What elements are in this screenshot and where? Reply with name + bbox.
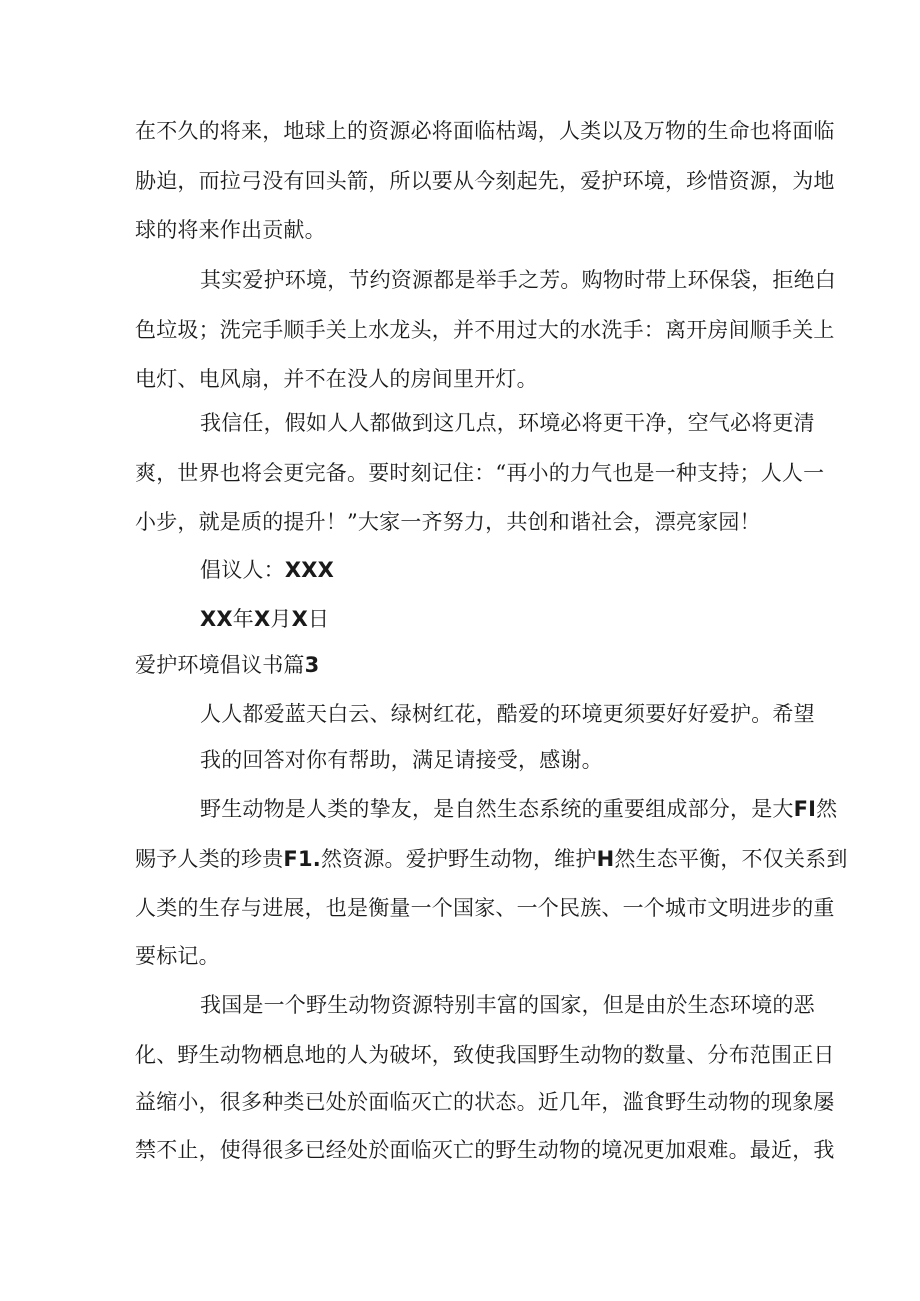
date-day-unit: 日 [308, 607, 330, 631]
paragraph-3-line-2: 爽，世界也将会更完备。要时刻记住：“再小的力气也是一种支持；人人一 [135, 461, 825, 485]
paragraph-6-line-1: 我国是一个野生动物资源特别丰富的国家，但是由於生态环境的恶 [200, 993, 815, 1017]
date-day: X [291, 607, 309, 631]
paragraph-6-line-4: 禁不止，使得很多已经处於面临灭亡的野生动物的境况更加艰难。最近，我 [135, 1138, 835, 1162]
paragraph-2-line-1: 其实爱护环境，节约资源都是举手之芳。购物时带上环保袋，拒绝白 [200, 268, 836, 292]
p5-line2-e: 然生态平衡，不仅关系到 [614, 847, 848, 871]
date-year: XX [200, 607, 233, 631]
section-heading [135, 651, 319, 679]
paragraph-5-line-3: 人类的生存与进展，也是衡量一个国家、一个民族、一个城市文明进步的重 [135, 896, 835, 920]
paragraph-1-line-1: 在不久的将来，地球上的资源必将面临枯竭，人类以及万物的生命也将面临 [135, 119, 835, 143]
p5-line2-c: 然资源。爱护野生动物，维护 [320, 847, 597, 871]
proposer-line [200, 556, 334, 584]
paragraph-3-line-1: 我信任，假如人人都做到这几点，环境必将更干净，空气必将更清 [200, 411, 815, 435]
proposer-name: XXX [284, 558, 334, 582]
p5-line1-b: FI [793, 797, 817, 821]
p5-line1-a: 野生动物是人类的挚友，是自然生态系统的重要组成部分，是大 [200, 797, 794, 821]
paragraph-1-line-3: 球的将来作出贡献。 [135, 218, 326, 242]
p5-line1-c: 然 [816, 797, 838, 821]
date-month-unit: 月 [270, 607, 292, 631]
paragraph-1-line-2: 胁迫，而拉弓没有回头箭，所以要从今刻起先，爱护环境，珍惜资源，为地 [135, 169, 835, 193]
paragraph-3-line-3: 小步，就是质的提升！”大家一齐努力，共创和谐社会，漂亮家园！ [135, 510, 761, 534]
section-heading-text: 爱护环境倡议书篇 [135, 653, 305, 677]
section3-intro-line-2: 我的回答对你有帮助，满足请接受，感谢。 [200, 748, 603, 772]
p5-line2-d: H [596, 847, 615, 871]
proposer-label: 倡议人： [200, 558, 285, 582]
date-month: X [254, 607, 271, 631]
date-line [200, 605, 329, 633]
paragraph-2-line-3: 电灯、电风扇，并不在没人的房间里开灯。 [135, 367, 538, 391]
p5-line2-b: F1. [283, 847, 321, 871]
section-heading-number: 3 [304, 653, 320, 677]
section3-intro-line-1: 人人都爱蓝天白云、绿树红花，酷爱的环境更须要好好爱护。希望 [200, 702, 815, 726]
date-year-unit: 年 [232, 607, 254, 631]
paragraph-2-line-2: 色垃圾；洗完手顺手关上水龙头，并不用过大的水洗手：离开房间顺手关上 [135, 318, 835, 342]
paragraph-6-line-3: 益缩小，很多种类已处於面临灭亡的状态。近几年，滥食野生动物的现象屡 [135, 1090, 835, 1114]
p5-line2-a: 赐予人类的珍贵 [135, 847, 284, 871]
paragraph-6-line-2: 化、野生动物栖息地的人为破坏，致使我国野生动物的数量、分布范围正日 [135, 1043, 835, 1067]
paragraph-5-line-4: 要标记。 [135, 944, 220, 968]
paragraph-5-line-1 [200, 795, 838, 823]
paragraph-5-line-2 [135, 845, 848, 873]
